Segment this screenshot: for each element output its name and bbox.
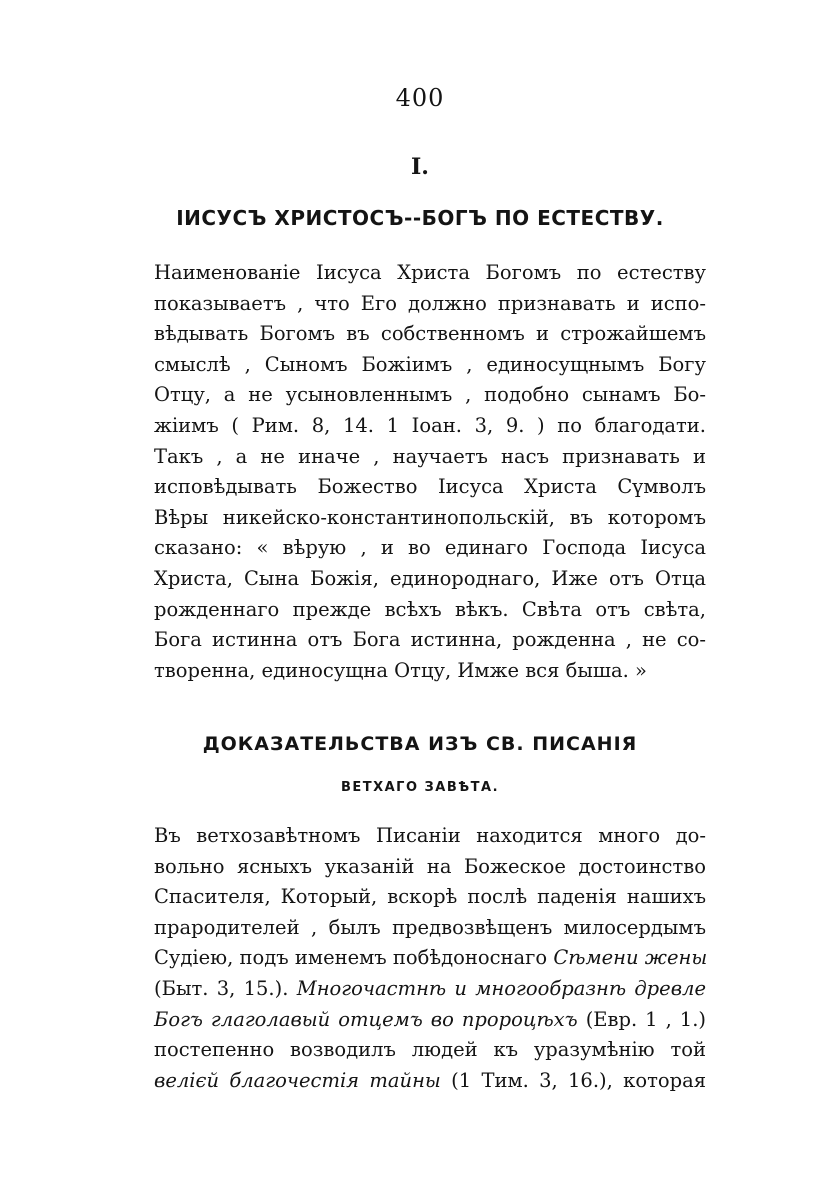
text-line: Христа, Сына Божія, единороднаго, Иже отъ Отца	[154, 566, 706, 590]
text-line	[154, 1066, 706, 1097]
italic-quote: Многочастнѣ и многообразнѣ древле	[296, 976, 707, 1000]
text-line: показываетъ , что Его должно признавать и испо-	[154, 291, 706, 315]
text-line	[154, 974, 706, 1005]
text-line: прародителей , былъ предвозвѣщенъ милосердымъ	[154, 915, 706, 939]
text-line: исповѣдывать Божество Іисуса Христа Сүмволъ	[154, 475, 706, 499]
old-testament-subheading: ВЕТХАГО ЗАВѢТА.	[340, 780, 500, 795]
text-line: Вѣры никейско-константинопольскій, въ которомъ	[154, 505, 706, 529]
text-line: постепенно возводилъ людей къ уразумѣнію той	[154, 1038, 706, 1062]
text-line: рожденнаго прежде всѣхъ вѣкъ. Свѣта отъ свѣта,	[154, 597, 706, 621]
text-line: Отцу, а не усыновленнымъ , подобно сынамъ Бо-	[154, 383, 706, 407]
chapter-title: ІИСУСЪ ХРИСТОСЪ--БОГЪ ПО ЕСТЕСТВУ.	[176, 206, 664, 230]
citation: (Евр. 1 , 1.)	[585, 1007, 706, 1031]
text-line: творенна, единосущна Отцу, Имже вся быша. »	[154, 658, 647, 682]
text-line: вѣдывать Богомъ въ собственномъ и строжайшемъ	[154, 322, 706, 346]
text-segment: Судіею, подъ именемъ побѣдоноснаго	[154, 946, 548, 970]
italic-quote: велієй благочестія тайны	[154, 1068, 441, 1092]
text-line: Наименованіе Іисуса Христа Богомъ по естеству	[154, 261, 706, 284]
italic-quote: Сѣмени жены	[553, 946, 708, 970]
text-line: смыслѣ , Сыномъ Божіимъ , единосущнымъ Богу	[154, 352, 706, 376]
citation: (1 Тим. 3, 16.), которая	[451, 1068, 707, 1092]
section-number: I.	[411, 154, 429, 180]
text-line: сказано: « вѣрую , и во единаго Господа Іисуса	[154, 536, 706, 560]
paragraph-old-testament	[154, 821, 706, 1096]
page-number: 400	[395, 84, 445, 112]
italic-quote: Богъ глаголавый отцемъ во пророцѣхъ	[154, 1007, 578, 1031]
paragraph-intro	[154, 258, 706, 686]
text-line: Бога истинна отъ Бога истинна, рожденна , не со-	[154, 628, 706, 652]
evidence-heading: ДОКАЗАТЕЛЬСТВА ИЗЪ СВ. ПИСАНІЯ	[202, 733, 638, 755]
text-line: жіимъ ( Рим. 8, 14. 1 Іоан. 3, 9. ) по благодати.	[154, 413, 706, 437]
citation: (Быт. 3, 15.).	[154, 976, 289, 1000]
text-line: Спасителя, Который, вскорѣ послѣ паденія нашихъ	[154, 885, 706, 909]
text-line: вольно ясныхъ указаній на Божеское достоинство	[154, 854, 706, 878]
text-line	[154, 943, 706, 974]
text-line: Въ ветхозавѣтномъ Писаніи находится много до-	[154, 824, 706, 847]
text-line	[154, 1005, 706, 1036]
text-line: Такъ , а не иначе , научаетъ насъ признавать и	[154, 444, 706, 468]
